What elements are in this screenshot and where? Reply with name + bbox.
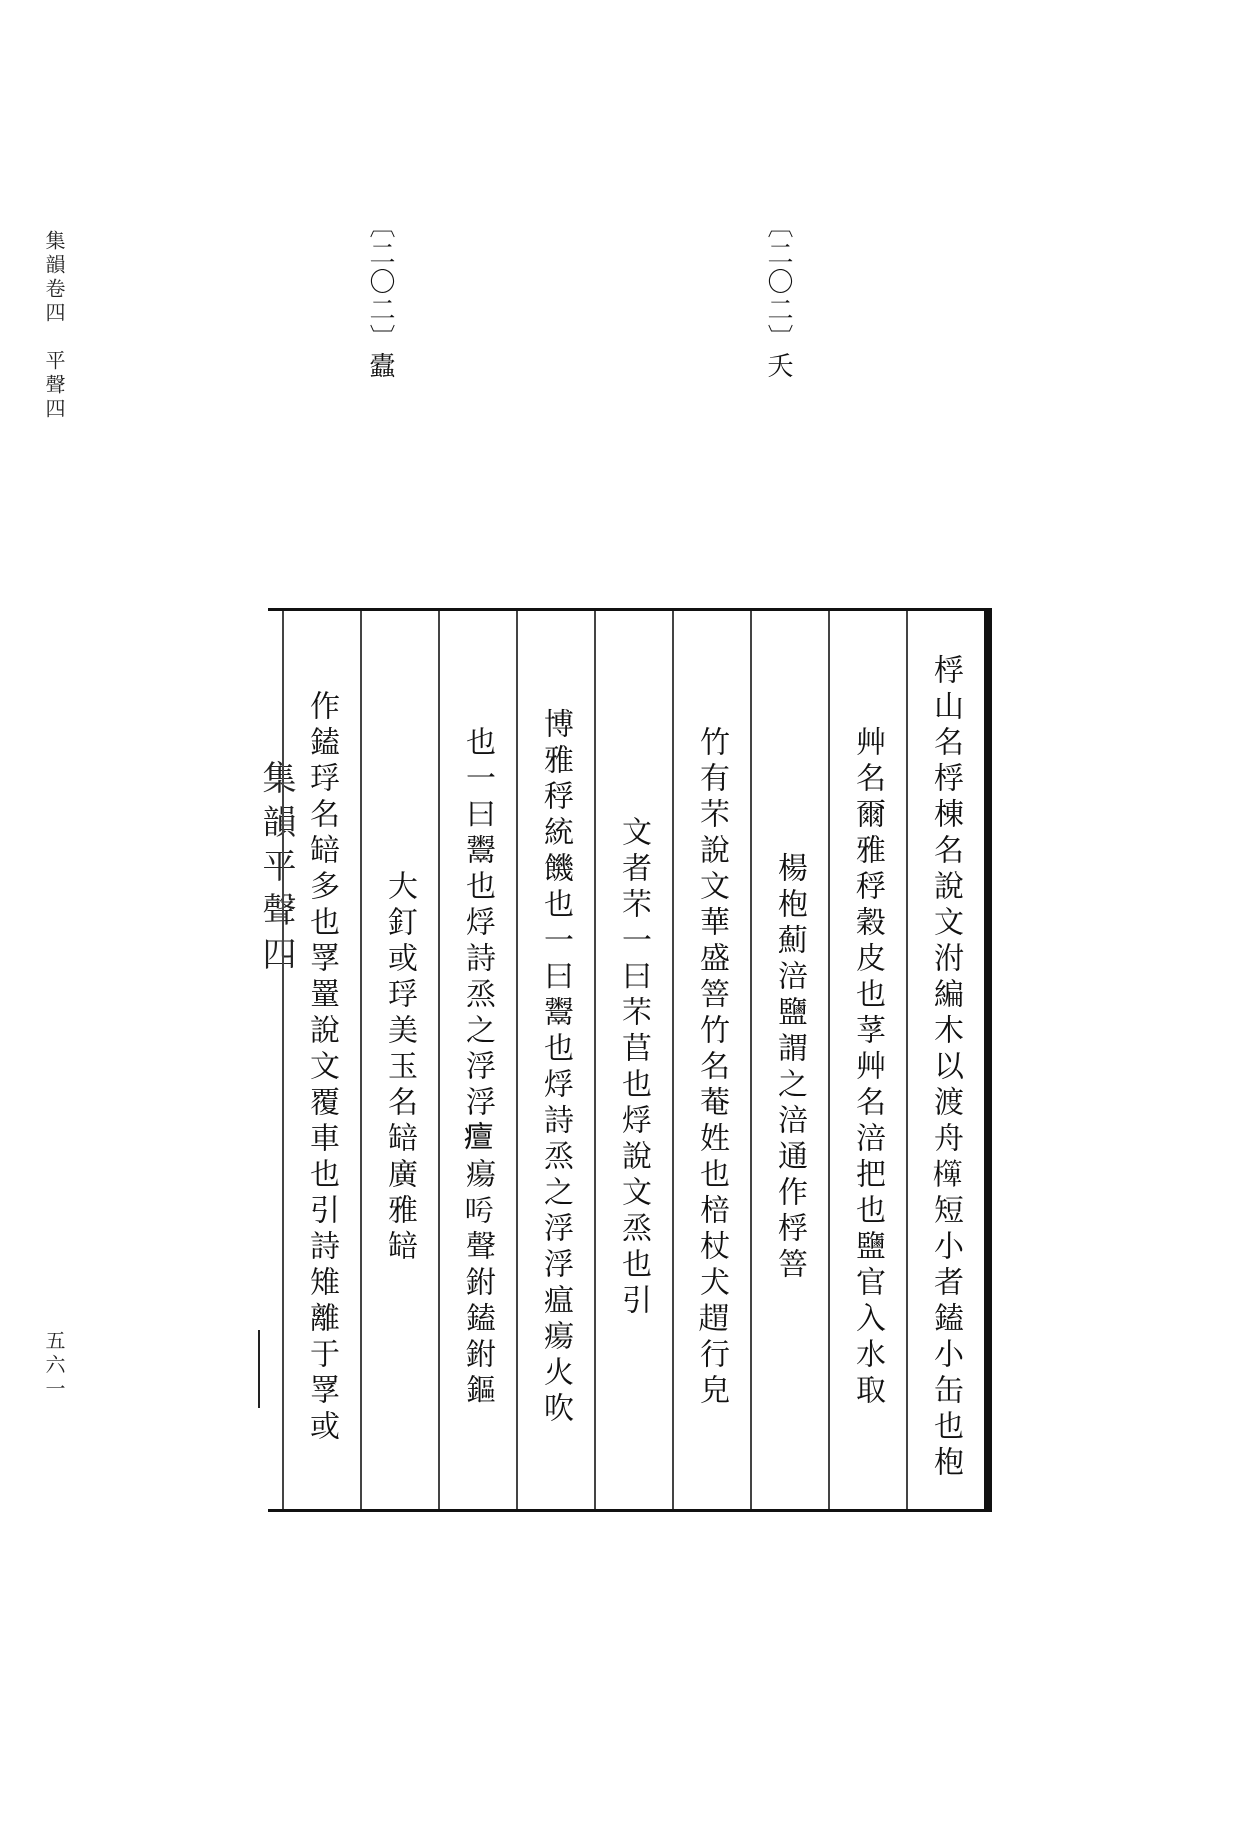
text-column-4: 竹有芣說文華盛箁竹名菴姓也棓杖犬𧼫行皃 bbox=[672, 611, 750, 1509]
annotation-note-right: 〔二〇二〕夭 bbox=[763, 212, 793, 380]
text-column-7: 也一曰鬻也烰詩烝之浮浮𤺺瘍𠰗聲鉜鎑鉜鏂 bbox=[438, 611, 516, 1509]
text-column-6: 博雅稃統饑也一曰鬻也烰詩烝之浮浮瘟瘍火吹 bbox=[516, 611, 594, 1509]
page-number: 五六一 bbox=[42, 1330, 66, 1402]
block-margin-rule bbox=[258, 1330, 266, 1408]
text-panel bbox=[268, 608, 992, 1512]
annotation-note-left: 〔二〇二〕蠹 bbox=[365, 212, 395, 380]
text-column-3: 楊枹薊涪鹽謂之涪通作桴箁 bbox=[750, 611, 828, 1509]
text-column-2: 艸名爾雅稃穀皮也莩艸名涪把也鹽官入水取 bbox=[828, 611, 906, 1509]
running-head: 集韻卷四 平聲四 bbox=[42, 230, 66, 422]
text-column-9: 作鎑琈名䍌多也罦罿說文覆車也引詩雉離于罦或 bbox=[282, 611, 360, 1509]
text-column-5: 文者芣一曰芣苢也烰說文烝也引 bbox=[594, 611, 672, 1509]
text-column-8: 大釘或琈美玉名䍌廣雅䍌 bbox=[360, 611, 438, 1509]
text-column-1: 桴山名桴棟名說文泭編木以渡舟𣝁短小者鎑小缶也枹 bbox=[906, 611, 984, 1509]
block-margin-label: 集韻平聲四 bbox=[256, 760, 296, 980]
text-columns bbox=[268, 611, 984, 1509]
